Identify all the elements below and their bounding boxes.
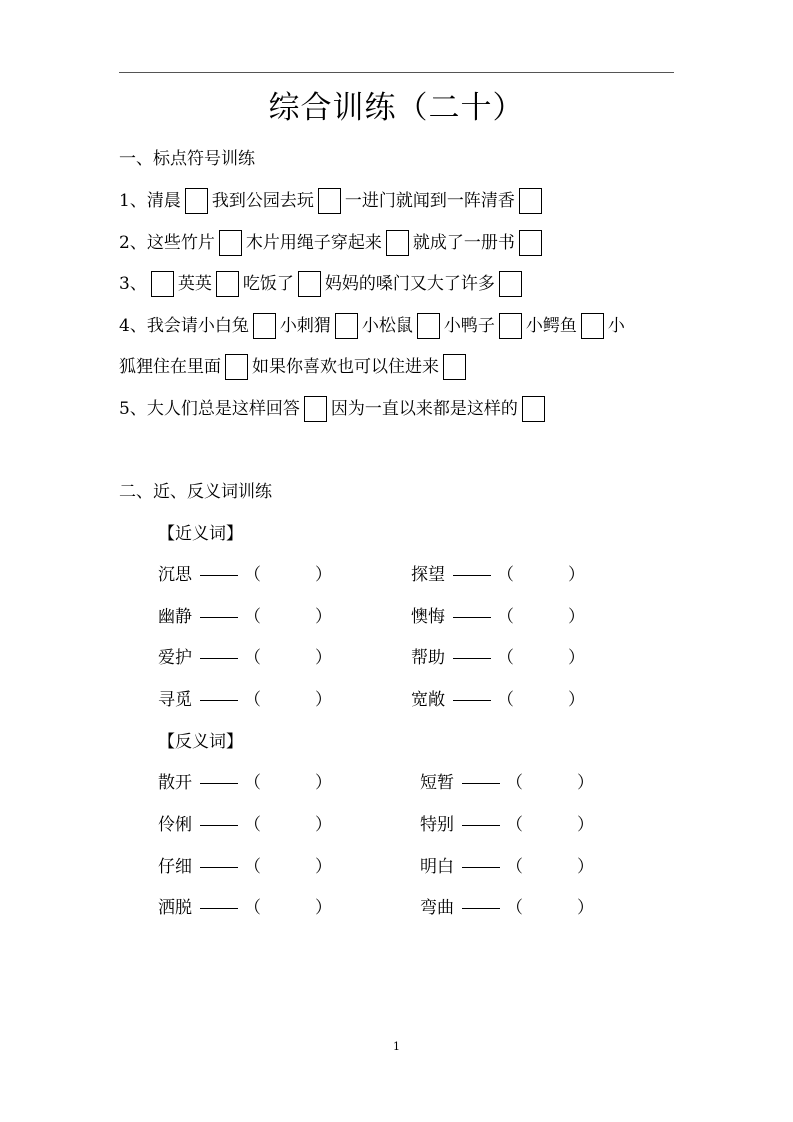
close-paren: ） [577,773,594,793]
q3-text-4: 妈妈的嗓门又大了许多 [324,274,495,294]
punct-box[interactable] [417,313,440,339]
q5-text-2: 因为一直以来都是这样的 [330,399,518,419]
close-paren: ） [568,648,585,668]
q2-text-2: 木片用绳子穿起来 [245,233,382,253]
open-paren: （ [244,648,261,668]
dash-line [462,908,500,909]
dash-line [200,617,238,618]
q3-text-3: 吃饭了 [242,274,294,294]
dash-line [200,783,238,784]
dash-line [200,825,238,826]
dash-line [200,658,238,659]
punct-box[interactable] [151,271,174,297]
dash-line [453,658,491,659]
word: 洒脱 [158,898,192,918]
q4-text-8: 如果你喜欢也可以住进来 [252,357,439,377]
punct-box[interactable] [304,396,327,422]
q3-text-2: 英英 [177,274,212,294]
question-4-continued [119,354,470,380]
close-paren: ） [568,607,585,627]
synonyms-label: 【近义词】 [158,524,243,544]
punct-box[interactable] [298,271,321,297]
synonym-item [411,688,585,712]
top-rule [119,72,674,73]
punct-box[interactable] [185,188,208,214]
antonym-item [420,896,594,920]
q2-text-1: 2、这些竹片 [119,233,215,253]
antonym-item [158,896,332,920]
q4-text-5: 小鳄鱼 [525,316,577,336]
open-paren: （ [497,648,514,668]
question-3 [119,271,526,297]
close-paren: ） [315,815,332,835]
word: 特别 [420,815,454,835]
open-paren: （ [506,815,523,835]
q4-text-7: 狐狸住在里面 [119,357,221,377]
question-1 [119,188,546,214]
word: 帮助 [411,648,445,668]
close-paren: ） [568,690,585,710]
punct-box[interactable] [219,230,242,256]
question-4 [119,313,625,339]
punct-box[interactable] [443,354,466,380]
punct-box[interactable] [499,313,522,339]
antonym-item [158,855,332,879]
dash-line [200,867,238,868]
open-paren: （ [244,898,261,918]
close-paren: ） [577,898,594,918]
page-title: 综合训练（二十） [268,90,525,126]
open-paren: （ [497,690,514,710]
q4-text-4: 小鸭子 [443,316,495,336]
q4-text-2: 小刺猬 [279,316,331,336]
q2-text-3: 就成了一册书 [412,233,515,253]
close-paren: ） [315,565,332,585]
word: 懊悔 [411,607,445,627]
open-paren: （ [506,898,523,918]
open-paren: （ [244,690,261,710]
punct-box[interactable] [225,354,248,380]
punct-box[interactable] [318,188,341,214]
dash-line [462,825,500,826]
dash-line [200,575,238,576]
punct-box[interactable] [253,313,276,339]
page-number: 1 [393,1040,400,1053]
close-paren: ） [315,857,332,877]
open-paren: （ [244,857,261,877]
punct-box[interactable] [499,271,522,297]
q1-text-2: 我到公园去玩 [211,191,314,211]
dash-line [453,700,491,701]
synonym-item [411,646,585,670]
dash-line [453,617,491,618]
word: 短暂 [420,773,454,793]
dash-line [200,908,238,909]
open-paren: （ [506,857,523,877]
question-2 [119,230,546,256]
section-2-heading: 二、近、反义词训练 [119,482,272,502]
antonyms-label: 【反义词】 [158,732,243,752]
q1-text-1: 1、清晨 [119,191,181,211]
antonym-item [158,813,332,837]
synonym-item [411,563,585,587]
dash-line [462,783,500,784]
open-paren: （ [244,607,261,627]
close-paren: ） [315,648,332,668]
dash-line [462,867,500,868]
synonym-item [158,688,332,712]
q5-text-1: 5、大人们总是这样回答 [119,399,300,419]
synonym-item [158,563,332,587]
antonym-item [420,813,594,837]
close-paren: ） [315,773,332,793]
open-paren: （ [244,773,261,793]
close-paren: ） [315,607,332,627]
antonym-item [420,771,594,795]
word: 探望 [411,565,445,585]
word: 爱护 [158,648,192,668]
punct-box[interactable] [335,313,358,339]
word: 伶俐 [158,815,192,835]
open-paren: （ [244,815,261,835]
open-paren: （ [506,773,523,793]
word: 散开 [158,773,192,793]
word: 弯曲 [420,898,454,918]
synonym-item [411,605,585,629]
close-paren: ） [577,815,594,835]
punct-box[interactable] [519,188,542,214]
word: 明白 [420,857,454,877]
punct-box[interactable] [386,230,409,256]
word: 仔细 [158,857,192,877]
dash-line [453,575,491,576]
close-paren: ） [315,898,332,918]
close-paren: ） [577,857,594,877]
open-paren: （ [497,607,514,627]
synonym-item [158,605,332,629]
antonym-item [420,855,594,879]
word: 沉思 [158,565,192,585]
antonym-item [158,771,332,795]
dash-line [200,700,238,701]
section-1-heading: 一、标点符号训练 [119,149,255,169]
question-5 [119,396,549,422]
word: 宽敞 [411,690,445,710]
punct-box[interactable] [581,313,604,339]
open-paren: （ [497,565,514,585]
punct-box[interactable] [216,271,239,297]
word: 寻觅 [158,690,192,710]
q1-text-3: 一进门就闻到一阵清香 [344,191,515,211]
close-paren: ） [315,690,332,710]
close-paren: ） [568,565,585,585]
q4-text-6: 小 [607,316,625,336]
word: 幽静 [158,607,192,627]
open-paren: （ [244,565,261,585]
punct-box[interactable] [519,230,542,256]
punct-box[interactable] [522,396,545,422]
synonym-item [158,646,332,670]
q4-text-3: 小松鼠 [361,316,413,336]
q3-text-1: 3、 [119,274,147,294]
q4-text-1: 4、我会请小白兔 [119,316,249,336]
